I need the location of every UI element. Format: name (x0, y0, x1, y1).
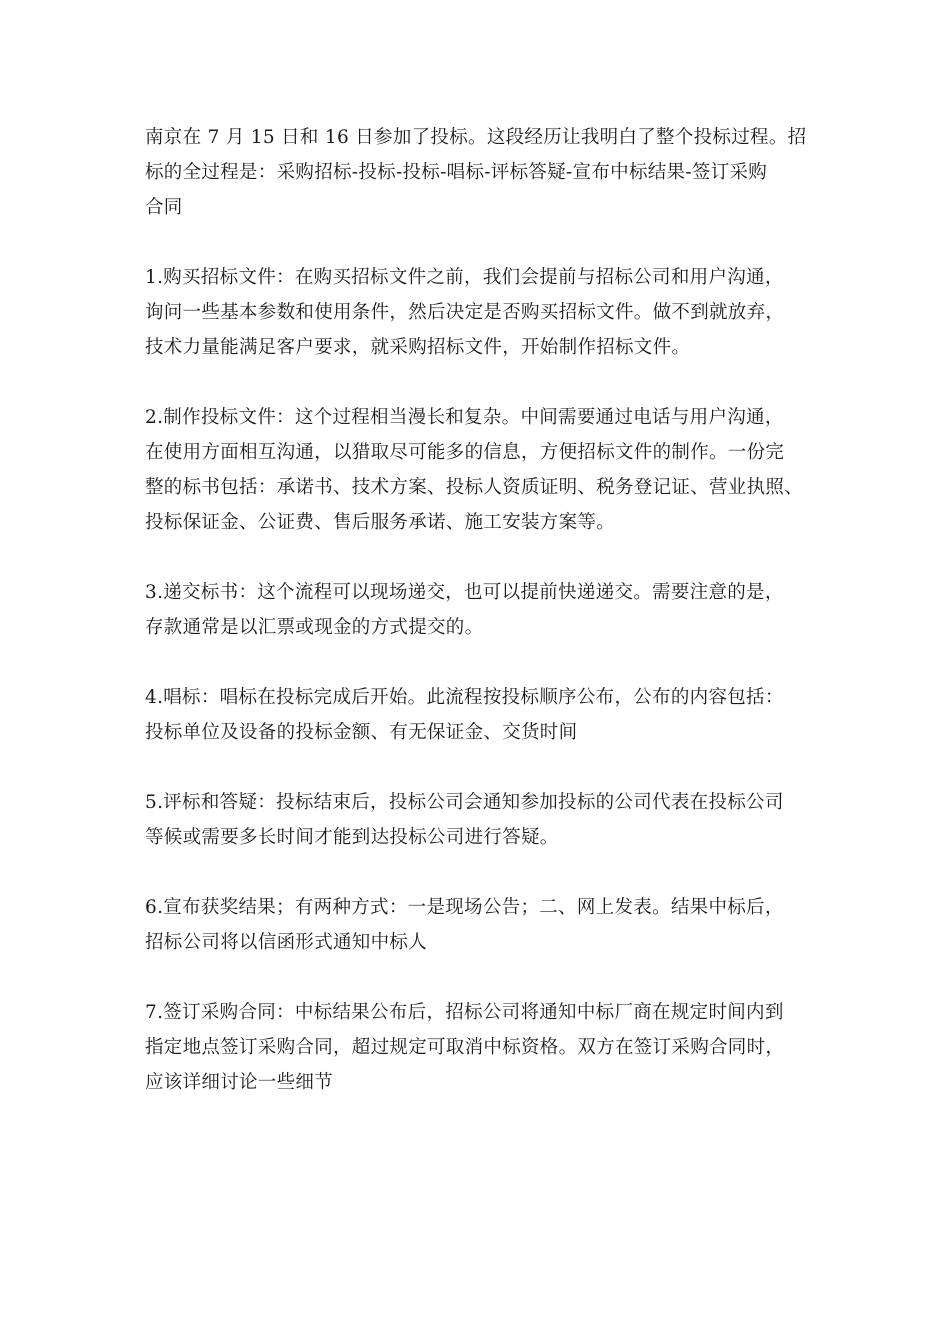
paragraph-line: 4.唱标：唱标在投标完成后开始。此流程按投标顺序公布，公布的内容包括： (145, 687, 784, 708)
step-6-paragraph (145, 890, 810, 960)
step-2-paragraph (145, 400, 810, 540)
step-7-paragraph (145, 995, 810, 1100)
paragraph-line: 指定地点签订采购合同，超过规定可取消中标资格。双方在签订采购合同时， (145, 1037, 785, 1058)
paragraph-line: 投标保证金、公证费、售后服务承诺、施工安装方案等。 (145, 512, 616, 533)
step-5-paragraph (145, 785, 810, 855)
paragraph-line: 应该详细讨论一些细节 (145, 1072, 334, 1093)
paragraph-line: 存款通常是以汇票或现金的方式提交的。 (145, 617, 484, 638)
paragraph-line: 2.制作投标文件：这个过程相当漫长和复杂。中间需要通过电话与用户沟通， (145, 407, 784, 428)
paragraph-line: 1.购买招标文件：在购买招标文件之前，我们会提前与招标公司和用户沟通， (145, 267, 784, 288)
paragraph-line: 招标公司将以信函形式通知中标人 (145, 932, 428, 953)
paragraph-line: 合同 (145, 197, 183, 218)
step-3-paragraph (145, 575, 810, 645)
step-1-paragraph (145, 260, 810, 365)
paragraph-line: 3.递交标书：这个流程可以现场递交，也可以提前快递递交。需要注意的是， (145, 582, 784, 603)
paragraph-line: 6.宣布获奖结果；有两种方式：一是现场公告；二、网上发表。结果中标后， (145, 897, 784, 918)
paragraph-line: 整的标书包括：承诺书、技术方案、投标人资质证明、税务登记证、营业执照、 (145, 477, 804, 498)
step-4-paragraph (145, 680, 810, 750)
paragraph-line: 7.签订采购合同：中标结果公布后，招标公司将通知中标厂商在规定时间内到 (145, 1002, 784, 1023)
paragraph-line: 询问一些基本参数和使用条件，然后决定是否购买招标文件。做不到就放弃， (145, 302, 785, 323)
paragraph-line: 在使用方面相互沟通，以猎取尽可能多的信息，方便招标文件的制作。一份完 (145, 442, 785, 463)
paragraph-line: 等候或需要多长时间才能到达投标公司进行答疑。 (145, 827, 559, 848)
paragraph-line: 5.评标和答疑：投标结束后，投标公司会通知参加投标的公司代表在投标公司 (145, 792, 784, 813)
paragraph-line: 标的全过程是：采购招标-投标-投标-唱标-评标答疑-宣布中标结果-签订采购 (145, 162, 768, 183)
paragraph-line: 投标单位及设备的投标金额、有无保证金、交货时间 (145, 722, 578, 743)
intro-paragraph (145, 120, 810, 225)
document-body (145, 120, 810, 1135)
paragraph-line: 南京在 7 月 15 日和 16 日参加了投标。这段经历让我明白了整个投标过程。招 (145, 127, 807, 148)
paragraph-line: 技术力量能满足客户要求，就采购招标文件，开始制作招标文件。 (145, 337, 691, 358)
